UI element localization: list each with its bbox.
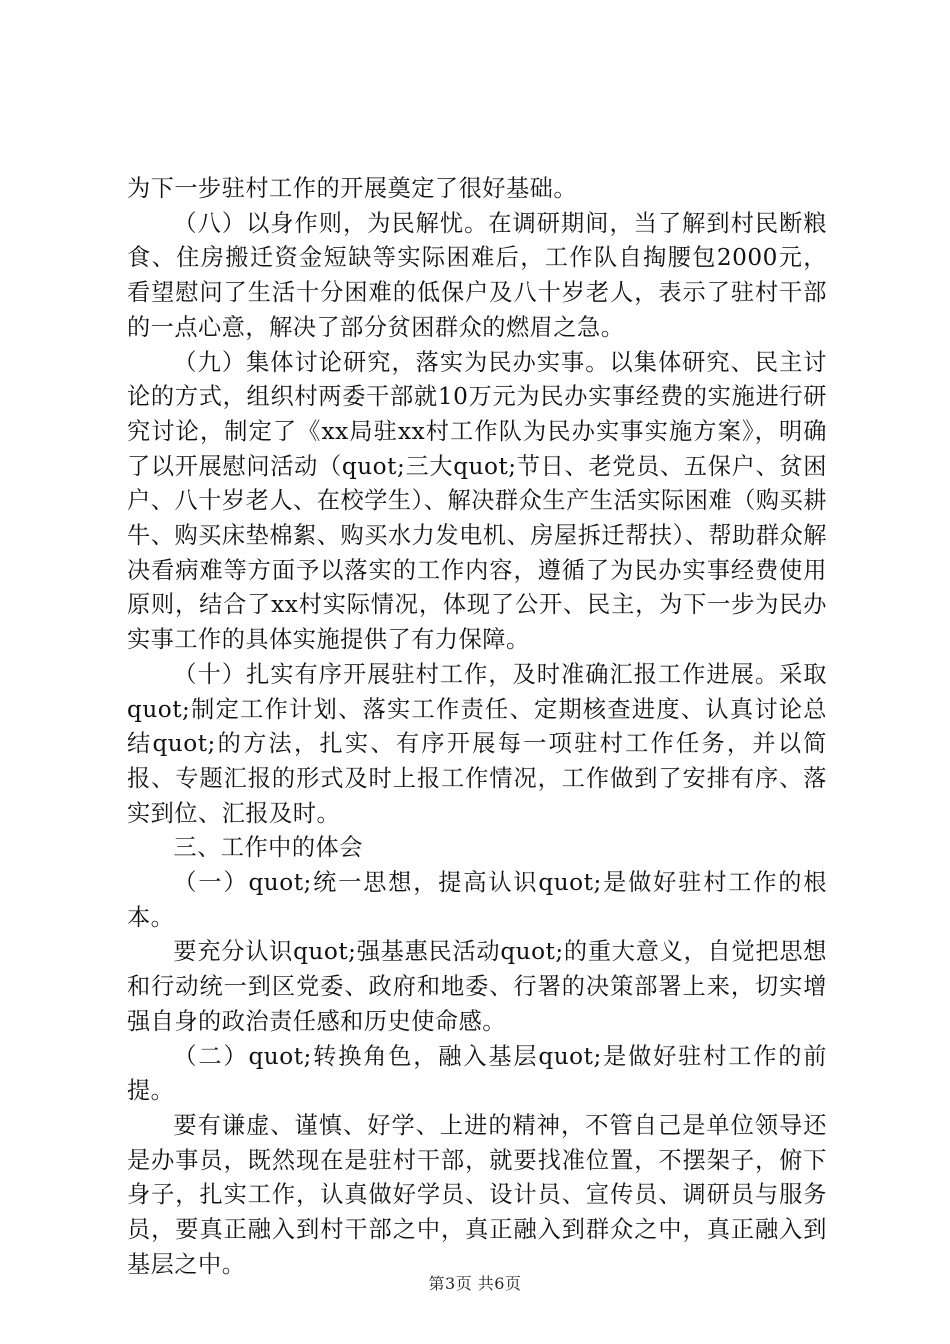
paragraph-continuation: 为下一步驻村工作的开展奠定了很好基础。 <box>127 175 578 202</box>
paragraph-section-10: （十）扎实有序开展驻村工作，及时准确汇报工作进展。采取quot;制定工作计划、落实工作责任、定期核查进度、认真讨论总结quot;的方法，扎实、有序开展每一项驻村工作任务，并以简报、专题汇报的形式及时上报工作情况，工作做到了安排有序、落实到位、汇报及时。 <box>127 660 827 827</box>
paragraph-section-9: （九）集体讨论研究，落实为民办实事。以集体研究、民主讨论的方式，组织村两委干部就10万元为民办实事经费的实施进行研究讨论，制定了《xx局驻xx村工作队为民办实事实施方案》，明确了以开展慰问活动（quot;三大quot;节日、老党员、五保户、贫困户、八十岁老人、在校学生）、解决群众生产生活实际困难（购买耕牛、购买床垫棉絮、购买水力发电机、房屋拆迁帮扶）、帮助群众解决看病难等方面予以落实的工作内容，遵循了为民办实事经费使用原则，结合了xx村实际情况，体现了公开、民主，为下一步为民办实事工作的具体实施提供了有力保障。 <box>127 348 827 654</box>
page-number-footer: 第3页 共6页 <box>428 1274 522 1293</box>
heading-experience: 三、工作中的体会 <box>173 834 363 862</box>
document-body <box>127 172 827 1283</box>
paragraph-section-8: （八）以身作则，为民解忧。在调研期间，当了解到村民断粮食、住房搬迁资金短缺等实际困难后，工作队自掏腰包2000元，看望慰问了生活十分困难的低保户及八十岁老人，表示了驻村干部的一点心意，解决了部分贫困群众的燃眉之急。 <box>127 209 827 341</box>
paragraph-experience-1-title: （一）quot;统一思想，提高认识quot;是做好驻村工作的根本。 <box>127 869 827 931</box>
paragraph-experience-2-title: （二）quot;转换角色，融入基层quot;是做好驻村工作的前提。 <box>127 1042 827 1105</box>
paragraph-experience-2-body: 要有谦虚、谨慎、好学、上进的精神，不管自己是单位领导还是办事员，既然现在是驻村干部，就要找准位置，不摆架子，俯下身子，扎实工作，认真做好学员、设计员、宣传员、调研员与服务员，要真正融入到村干部之中，真正融入到群众之中，真正融入到基层之中。 <box>127 1111 827 1278</box>
paragraph-experience-1-body: 要充分认识quot;强基惠民活动quot;的重大意义，自觉把思想和行动统一到区党委、政府和地委、行署的决策部署上来，切实增强自身的政治责任感和历史使命感。 <box>127 938 827 1035</box>
